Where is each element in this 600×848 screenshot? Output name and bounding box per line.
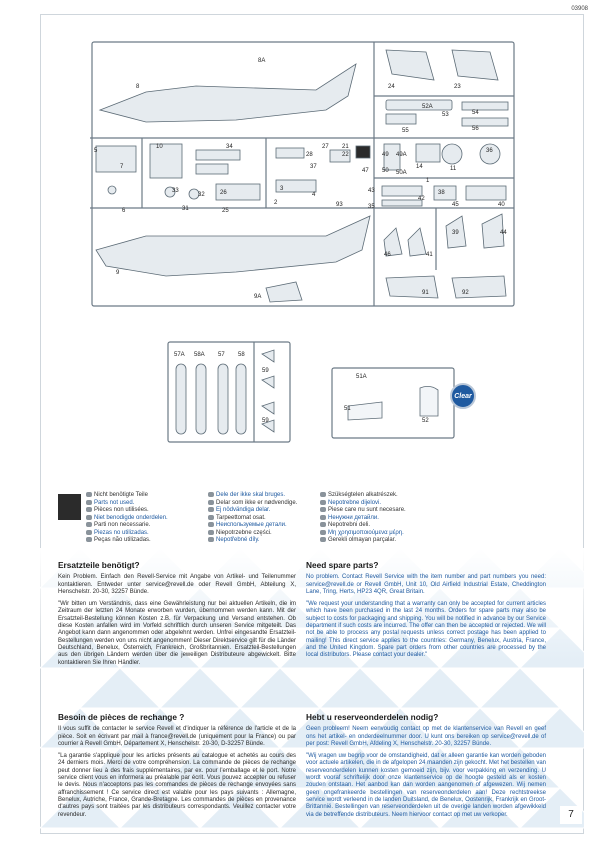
part-label: 34 xyxy=(226,144,233,150)
flag-icon xyxy=(208,515,214,520)
legend-item: Nepotřebné díly. xyxy=(216,537,260,544)
section-paragraph: "We request your understanding that a warranty can only be accepted for current articles which have been purchased in the last 24 months. Orders for spare parts may also be subject to costs for packaging and shipping. You will be notified in advance by our Service department if such costs are incurred. The offer can then be accepted or rejected. We will not be able to process any postal requests unless correct postage has been applied to mailing! This direct service applies to the countries: Germany, Benelux, Austria, France, and the United Kingdom. Spare part orders from other countries are processed by the local distributors. Please contact your dealer." xyxy=(306,601,546,659)
section-paragraph: Geen probleem! Neem eenvoudig contact op met de klantenservice van Revell en geef ons het artikel- en onderdeelnummer door. U kunt ons bereiken op service@revell.de of per post: Revell GmbH, Afdeling X, Henschelstr. 20-30, 32257 Bünde. xyxy=(306,726,546,747)
part-label: 45 xyxy=(452,202,459,208)
part-label: 57 xyxy=(218,352,225,358)
part-label: 44 xyxy=(500,230,507,236)
part-label: 59 xyxy=(262,418,269,424)
flag-icon xyxy=(86,507,92,512)
part-label: 38 xyxy=(438,190,445,196)
clear-sprue-drawing xyxy=(330,366,456,440)
part-label: 14 xyxy=(416,164,423,170)
spare-parts-nl xyxy=(306,714,546,824)
legend-item: Piese care nu sunt necesare. xyxy=(328,507,406,514)
flag-icon xyxy=(208,537,214,542)
legend-item: Nepotrebni deli. xyxy=(328,522,371,529)
part-label: 2 xyxy=(274,200,278,206)
flag-icon xyxy=(208,530,214,535)
flag-icon xyxy=(86,515,92,520)
part-label: 42 xyxy=(418,196,425,202)
clear-badge: Clear xyxy=(450,383,476,409)
section-paragraph: Il vous suffit de contacter le service Revell et d'indiquer la référence de l'article et de la pièce. Soit en écrivant par mail à france@revell.de (uniquement pour la France) ou par courrier à Revell GmbH, Département X, Henschelstr. 20-30, D-32257 Bünde. xyxy=(58,726,296,747)
spare-parts-de xyxy=(58,562,296,672)
part-label: 28 xyxy=(306,152,313,158)
legend-item: Tarpeettomat osat. xyxy=(216,514,266,521)
part-label: 51 xyxy=(344,406,351,412)
part-label: 22 xyxy=(342,152,349,158)
flag-icon xyxy=(208,500,214,505)
part-label: 8A xyxy=(258,58,266,64)
legend-item: Niepotrzebne części. xyxy=(216,529,272,536)
legend-item: Peças não utilizadas. xyxy=(94,537,151,544)
legend-item: Pièces non utilisées. xyxy=(94,507,149,514)
part-label: 41 xyxy=(426,252,433,258)
legend-column xyxy=(320,492,406,545)
section-title: Need spare parts? xyxy=(306,560,379,570)
part-label: 40 xyxy=(498,202,505,208)
part-label: 47 xyxy=(362,168,369,174)
part-label: 53 xyxy=(442,112,449,118)
part-label: 93 xyxy=(336,202,343,208)
legend-item: Dele der ikke skal bruges. xyxy=(216,492,286,499)
part-label: 58A xyxy=(194,352,205,358)
unused-parts-legend xyxy=(58,492,548,554)
legend-item: Ненужни детайли. xyxy=(328,514,379,521)
flag-icon xyxy=(86,522,92,527)
part-label: 6 xyxy=(122,208,126,214)
flag-icon xyxy=(320,522,326,527)
flag-icon xyxy=(208,492,214,497)
clear-sprue xyxy=(330,366,456,440)
part-label: 51A xyxy=(356,374,367,380)
flag-icon xyxy=(320,515,326,520)
part-label: 23 xyxy=(454,84,461,90)
flag-icon xyxy=(320,492,326,497)
legend-column xyxy=(208,492,297,545)
part-label: 24 xyxy=(388,84,395,90)
part-label: 49 xyxy=(382,152,389,158)
part-label: 26 xyxy=(220,190,227,196)
part-label: 11 xyxy=(450,166,457,172)
part-label: 39 xyxy=(452,230,459,236)
section-paragraph: "Wir bitten um Verständnis, dass eine Gewährleistung nur bei aktuellen Artikeln, die im Zeitraum der letzten 24 Monate erworben wurden, übernommen werden kann. Mit der Ersatzteil-Bestellung können Kosten z.B. für Verpackung und Versand entstehen. Ob diese Kosten anfallen wird im Vorfeld schriftlich durch unseren Service mitgeteilt. Das Angebot kann dann angenommen oder abgelehnt werden. Unfrei eingesandte Ersatzteil-Bestellungen werden von uns nicht angenommen! Dieser Direktservice gilt für die Länder Deutschland, Benelux, Österreich, Frankreich, Großbritannien. Ersatzteil-Bestellungen aus den übrigen Ländern werden über die jeweiligen Distributeure abgewickelt. Bitte kontaktieren Sie Ihren Händler. xyxy=(58,601,296,666)
part-label: 10 xyxy=(156,144,163,150)
part-label: 92 xyxy=(462,290,469,296)
legend-item: Gerekli olmayan parçalar. xyxy=(328,537,397,544)
legend-item: Delar som ikke er nødvendige. xyxy=(216,499,298,506)
small-sprue xyxy=(166,340,292,444)
main-sprue-drawing xyxy=(86,40,518,308)
part-label: 50 xyxy=(382,168,389,174)
part-label: 50A xyxy=(396,170,407,176)
part-label: 9 xyxy=(116,270,120,276)
section-paragraph: No problem. Contact Revell Service with the item number and part numbers you need: service@revell.de or Revell GmbH, Unit 10, Old Airfield Industrial Estate, Cheddington Lane, Tring, Herts, HP23 4QR, Great Britain. xyxy=(306,574,546,595)
section-paragraph: Kein Problem. Einfach den Revell-Service mit Angabe von Artikel- und Teilenummer kontaktieren. Entweder unter service@revell.de oder Revell GmbH, Abteilung X, Henschelstr. 20-30, 32257 Bünde. xyxy=(58,574,296,595)
part-label: 3 xyxy=(280,186,284,192)
flag-icon xyxy=(86,530,92,535)
flag-icon xyxy=(86,537,92,542)
legend-item: Nepotrebne dijelovi. xyxy=(328,499,382,506)
legend-item: Szükségtelen alkatrészek. xyxy=(328,492,398,499)
flag-icon xyxy=(208,522,214,527)
part-label: 54 xyxy=(472,110,479,116)
part-label: 5 xyxy=(94,148,98,154)
flag-icon xyxy=(86,492,92,497)
part-label: 7 xyxy=(120,164,124,170)
part-label: 31 xyxy=(182,206,189,212)
section-title: Ersatzteile benötigt? xyxy=(58,560,140,570)
section-paragraph: "La garantie s'applique pour les articles présents au catalogue et achetés au cours des 24 derniers mois. Merci de votre compréhension. La commande de pièces de rechange peut donner lieu à des frais supplémentaires, par ex. pour l'emballage et le port. Notre service client vous en informera au préalable par écrit. Vous pouvez accepter ou refuser le devis. Nous n'acceptons pas les commandes de pièces de rechange envoyées sans affranchissement ! Ce service direct est valable pour les pays suivants : Allemagne, Benelux, Autriche, France, Grande-Bretagne. Les commandes de pièces en provenance d'autres pays sont traitées par les distributeurs correspondants. Veuillez contacter votre revendeur. xyxy=(58,753,296,818)
part-label: 9A xyxy=(254,294,262,300)
document-number: 03908 xyxy=(571,6,588,12)
part-label: 57A xyxy=(174,352,185,358)
legend-item: Parts not used. xyxy=(94,499,135,506)
flag-icon xyxy=(320,537,326,542)
part-label: 35 xyxy=(368,204,375,210)
small-sprue-drawing xyxy=(166,340,292,444)
part-label: 52A xyxy=(422,104,433,110)
part-label: 1 xyxy=(426,178,430,184)
spare-parts-en xyxy=(306,562,546,665)
legend-item: Parti non necessarie. xyxy=(94,522,151,529)
part-label: 46 xyxy=(384,252,391,258)
legend-column xyxy=(86,492,168,545)
part-label: 33 xyxy=(172,188,179,194)
part-label: 59 xyxy=(262,368,269,374)
flag-icon xyxy=(208,507,214,512)
flag-icon xyxy=(86,500,92,505)
part-label: 43 xyxy=(368,188,375,194)
part-label: 25 xyxy=(222,208,229,214)
part-label: 4 xyxy=(312,192,316,198)
unused-parts-swatch xyxy=(58,494,81,520)
part-label: 37 xyxy=(310,164,317,170)
section-paragraph: "Wij vragen uw begrip voor de omstandigheid, dat er alleen garantie kan worden geboden voor actuele artikelen, die in de afgelopen 24 maanden zijn gekocht. Met het bestellen van reserveonderdelen kunnen kosten gemoeid zijn, bijv. voor verpakking en verzending. U wordt vooraf schriftelijk door onze klantenservice op de hoogte gesteld als er kosten zouden ontstaan. Het aanbod kan dan worden aangenomen of afgewezen. Wij nemen geen ongefrankeerde bestellingen van reserveonderdelen aan! Deze rechtstreekse service wordt verleend in de landen Duitsland, de Benelux, Oostenrijk, Frankrijk en Groot-Brittannië. Bestellingen van reserveonderdelen uit de overige landen worden afgewikkeld via de betreffende distributeurs. Neem hiervoor contact op met uw verkoper. xyxy=(306,753,546,818)
part-label: 27 xyxy=(322,144,329,150)
part-label: 91 xyxy=(422,290,429,296)
legend-item: Nicht benötigte Teile xyxy=(94,492,148,499)
part-label: 58 xyxy=(238,352,245,358)
part-label: 49A xyxy=(396,152,407,158)
legend-item: Niet benodigde onderdelen. xyxy=(94,514,168,521)
part-label: 55 xyxy=(402,128,409,134)
flag-icon xyxy=(320,530,326,535)
part-label: 56 xyxy=(472,126,479,132)
part-label: 32 xyxy=(198,192,205,198)
flag-icon xyxy=(320,507,326,512)
page-number: 7 xyxy=(560,806,582,824)
legend-item: Piezas no utilizadas. xyxy=(94,529,149,536)
spare-parts-fr xyxy=(58,714,296,824)
main-sprue xyxy=(86,40,518,308)
part-label: 21 xyxy=(342,144,349,150)
part-label: 36 xyxy=(486,148,493,154)
part-label: 8 xyxy=(136,84,140,90)
section-title: Besoin de pièces de rechange ? xyxy=(58,712,185,722)
section-title: Hebt u reserveonderdelen nodig? xyxy=(306,712,439,722)
legend-item: Неиспользуемые детали. xyxy=(216,522,287,529)
legend-item: Μη χρησιμοποιούμενα μέρη. xyxy=(328,529,404,536)
flag-icon xyxy=(320,500,326,505)
legend-item: Ej nödvändiga delar. xyxy=(216,507,271,514)
part-label: 52 xyxy=(422,418,429,424)
